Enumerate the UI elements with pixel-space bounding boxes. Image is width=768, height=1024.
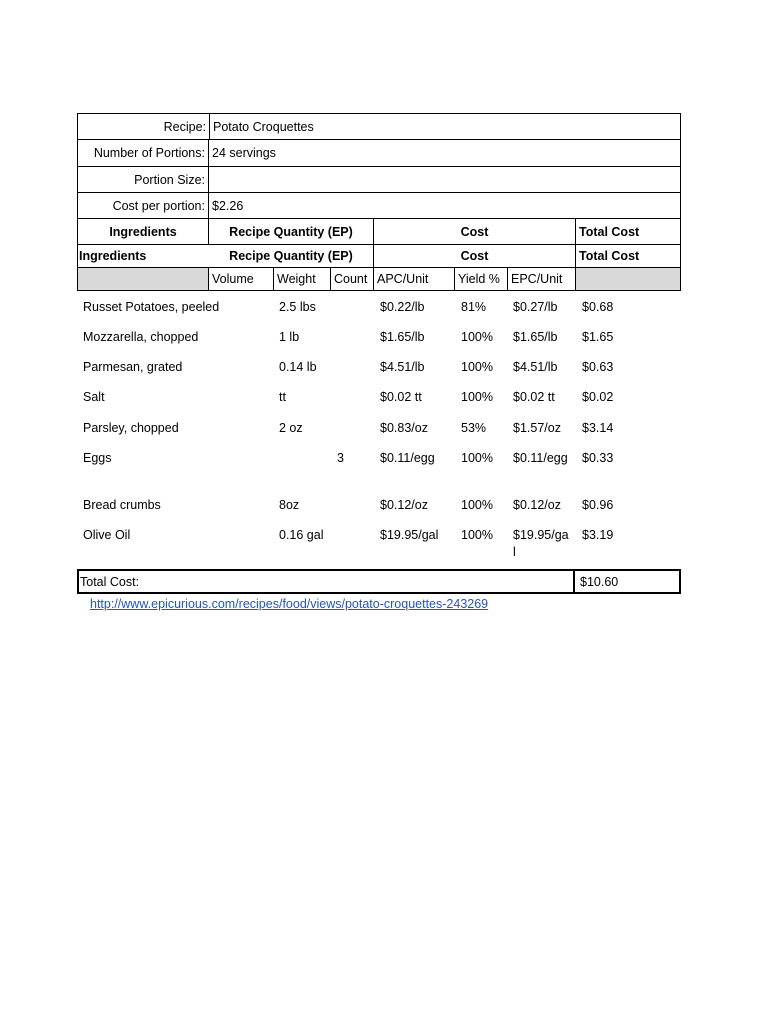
total-cost-row <box>77 569 681 594</box>
ingredient-yield: 100% <box>461 360 493 374</box>
ingredient-total: $3.14 <box>582 421 614 435</box>
ingredient-weight: tt <box>279 390 286 404</box>
header-row-1 <box>77 219 681 245</box>
ingredient-row <box>77 326 681 356</box>
header-row-2 <box>77 245 681 268</box>
ingredient-name: Eggs <box>83 451 112 465</box>
subheader-count: Count <box>334 272 368 286</box>
ingredient-total: $0.33 <box>582 451 614 465</box>
portions-row <box>77 140 681 167</box>
ingredient-row <box>77 494 681 524</box>
ingredient-total: $1.65 <box>582 330 614 344</box>
ingredient-row <box>77 417 681 447</box>
ingredient-name: Parmesan, grated <box>83 360 183 374</box>
ingredient-yield: 81% <box>461 300 487 314</box>
ingredient-yield: 100% <box>461 498 493 512</box>
ingredient-apc: $0.83/oz <box>380 421 428 435</box>
recipe-row <box>77 113 681 140</box>
total-cost-value: $10.60 <box>580 574 619 589</box>
ingredient-yield: 100% <box>461 451 493 465</box>
ingredient-name: Mozzarella, chopped <box>83 330 199 344</box>
ingredient-total: $0.02 <box>582 390 614 404</box>
ingredient-epc: $1.57/oz <box>513 421 561 435</box>
ingredient-apc: $0.22/lb <box>380 300 425 314</box>
source-link[interactable]: http://www.epicurious.com/recipes/food/views/potato-croquettes-243269 <box>90 597 489 611</box>
ingredient-yield: 53% <box>461 421 487 435</box>
header-recipe-quantity-2: Recipe Quantity (EP) <box>229 249 353 263</box>
subheader-row <box>77 268 681 291</box>
header-recipe-quantity: Recipe Quantity (EP) <box>229 224 353 239</box>
header-total-cost: Total Cost <box>579 224 640 239</box>
recipe-label: Recipe: <box>163 119 206 134</box>
ingredient-apc: $0.12/oz <box>380 498 428 512</box>
ingredient-epc: $0.12/oz <box>513 498 561 512</box>
ingredient-apc: $0.02 tt <box>380 390 422 404</box>
ingredient-epc: $0.02 tt <box>513 390 555 404</box>
ingredient-name: Russet Potatoes, peeled <box>83 300 220 314</box>
ingredient-name: Parsley, chopped <box>83 421 179 435</box>
ingredient-epc: $1.65/lb <box>513 330 558 344</box>
header-cost-2: Cost <box>460 249 489 263</box>
subheader-volume: Volume <box>212 272 254 286</box>
ingredient-yield: 100% <box>461 330 493 344</box>
ingredient-name: Olive Oil <box>83 528 131 542</box>
ingredient-total: $0.63 <box>582 360 614 374</box>
ingredient-name: Bread crumbs <box>83 498 161 512</box>
cost-per-portion-value: $2.26 <box>212 198 244 213</box>
subheader-epc-unit: EPC/Unit <box>511 272 563 286</box>
ingredient-apc: $4.51/lb <box>380 360 425 374</box>
ingredient-epc: $0.27/lb <box>513 300 558 314</box>
ingredient-total: $0.96 <box>582 498 614 512</box>
subheader-yield: Yield % <box>458 272 500 286</box>
ingredient-apc: $1.65/lb <box>380 330 425 344</box>
ingredient-row <box>77 356 681 386</box>
ingredient-row <box>77 386 681 416</box>
cost-per-portion-label: Cost per portion: <box>112 198 205 213</box>
ingredient-weight: 1 lb <box>279 330 300 344</box>
ingredient-total: $3.19 <box>582 528 614 542</box>
portion-size-label: Portion Size: <box>134 172 205 187</box>
ingredient-weight: 0.16 gal <box>279 528 324 542</box>
cost-per-portion-row <box>77 193 681 219</box>
portions-label: Number of Portions: <box>93 146 205 160</box>
ingredient-apc: $19.95/gal <box>380 528 439 542</box>
ingredient-count: 3 <box>337 451 344 465</box>
ingredient-epc: $19.95/gal <box>513 528 569 559</box>
header-ingredients-2: Ingredients <box>79 249 147 263</box>
ingredient-weight: 2 oz <box>279 421 303 435</box>
header-cost: Cost <box>460 224 489 239</box>
total-cost-label: Total Cost: <box>80 574 140 589</box>
ingredient-epc: $0.11/egg <box>513 451 568 465</box>
ingredient-weight: 8oz <box>279 498 300 512</box>
ingredient-row <box>77 447 681 493</box>
header-total-cost-2: Total Cost <box>579 249 640 263</box>
ingredient-yield: 100% <box>461 528 493 542</box>
ingredient-epc: $4.51/lb <box>513 360 558 374</box>
portion-size-row <box>77 167 681 193</box>
recipe-name: Potato Croquettes <box>213 119 314 134</box>
header-ingredients: Ingredients <box>109 224 177 239</box>
ingredient-row <box>77 524 681 570</box>
ingredient-yield: 100% <box>461 390 493 404</box>
ingredient-weight: 2.5 lbs <box>279 300 316 314</box>
subheader-apc-unit: APC/Unit <box>377 272 429 286</box>
ingredient-weight: 0.14 lb <box>279 360 317 374</box>
ingredient-apc: $0.11/egg <box>380 451 435 465</box>
ingredient-name: Salt <box>83 390 105 404</box>
subheader-weight: Weight <box>277 272 316 286</box>
portions-value: 24 servings <box>212 146 276 160</box>
ingredient-total: $0.68 <box>582 300 614 314</box>
ingredient-row <box>77 296 681 326</box>
